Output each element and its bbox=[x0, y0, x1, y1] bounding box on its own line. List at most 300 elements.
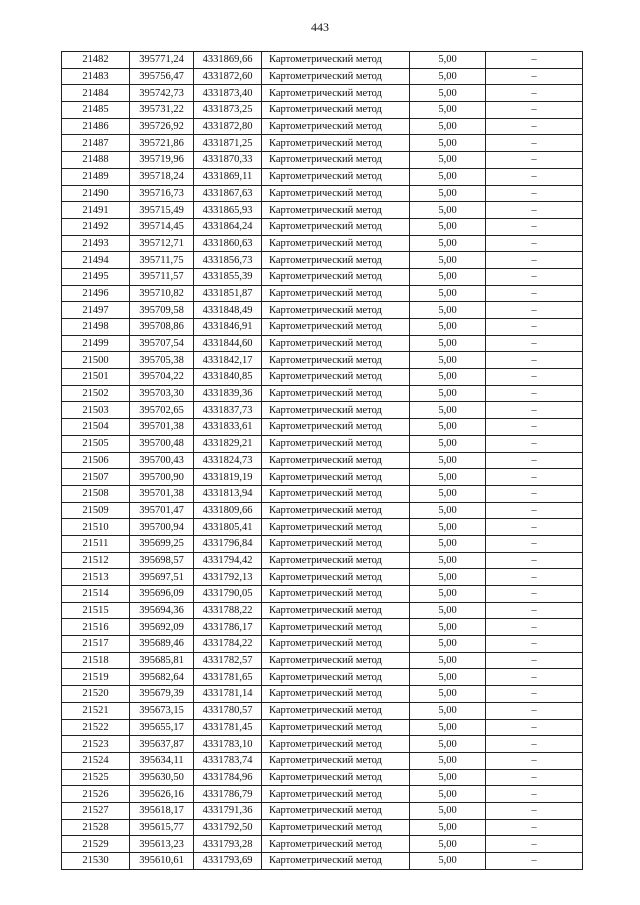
x-coordinate-cell: 395701,38 bbox=[130, 485, 194, 502]
accuracy-cell: 5,00 bbox=[410, 235, 486, 252]
point-number-cell: 21525 bbox=[62, 769, 130, 786]
method-cell: Картометрический метод bbox=[262, 452, 410, 469]
y-coordinate-cell: 4331872,80 bbox=[194, 118, 262, 135]
accuracy-cell: 5,00 bbox=[410, 319, 486, 336]
method-cell: Картометрический метод bbox=[262, 352, 410, 369]
note-cell: – bbox=[486, 402, 583, 419]
accuracy-cell: 5,00 bbox=[410, 335, 486, 352]
method-cell: Картометрический метод bbox=[262, 769, 410, 786]
accuracy-cell: 5,00 bbox=[410, 52, 486, 69]
note-cell: – bbox=[486, 118, 583, 135]
note-cell: – bbox=[486, 669, 583, 686]
x-coordinate-cell: 395637,87 bbox=[130, 736, 194, 753]
note-cell: – bbox=[486, 352, 583, 369]
point-number-cell: 21514 bbox=[62, 586, 130, 603]
table-row bbox=[62, 152, 583, 169]
accuracy-cell: 5,00 bbox=[410, 352, 486, 369]
method-cell: Картометрический метод bbox=[262, 702, 410, 719]
x-coordinate-cell: 395711,75 bbox=[130, 252, 194, 269]
note-cell: – bbox=[486, 819, 583, 836]
accuracy-cell: 5,00 bbox=[410, 569, 486, 586]
accuracy-cell: 5,00 bbox=[410, 853, 486, 870]
x-coordinate-cell: 395701,47 bbox=[130, 502, 194, 519]
accuracy-cell: 5,00 bbox=[410, 202, 486, 219]
x-coordinate-cell: 395694,36 bbox=[130, 602, 194, 619]
x-coordinate-cell: 395655,17 bbox=[130, 719, 194, 736]
x-coordinate-cell: 395613,23 bbox=[130, 836, 194, 853]
table-row bbox=[62, 619, 583, 636]
x-coordinate-cell: 395692,09 bbox=[130, 619, 194, 636]
method-cell: Картометрический метод bbox=[262, 569, 410, 586]
table-row bbox=[62, 302, 583, 319]
method-cell: Картометрический метод bbox=[262, 385, 410, 402]
y-coordinate-cell: 4331840,85 bbox=[194, 369, 262, 386]
method-cell: Картометрический метод bbox=[262, 535, 410, 552]
x-coordinate-cell: 395689,46 bbox=[130, 636, 194, 653]
y-coordinate-cell: 4331791,36 bbox=[194, 802, 262, 819]
table-row bbox=[62, 85, 583, 102]
method-cell: Картометрический метод bbox=[262, 319, 410, 336]
method-cell: Картометрический метод bbox=[262, 719, 410, 736]
method-cell: Картометрический метод bbox=[262, 485, 410, 502]
accuracy-cell: 5,00 bbox=[410, 285, 486, 302]
coordinates-table bbox=[61, 51, 583, 870]
point-number-cell: 21526 bbox=[62, 786, 130, 803]
accuracy-cell: 5,00 bbox=[410, 252, 486, 269]
note-cell: – bbox=[486, 369, 583, 386]
accuracy-cell: 5,00 bbox=[410, 819, 486, 836]
table-row bbox=[62, 736, 583, 753]
method-cell: Картометрический метод bbox=[262, 369, 410, 386]
y-coordinate-cell: 4331842,17 bbox=[194, 352, 262, 369]
note-cell: – bbox=[486, 519, 583, 536]
point-number-cell: 21483 bbox=[62, 68, 130, 85]
note-cell: – bbox=[486, 218, 583, 235]
accuracy-cell: 5,00 bbox=[410, 485, 486, 502]
table-row bbox=[62, 485, 583, 502]
accuracy-cell: 5,00 bbox=[410, 535, 486, 552]
y-coordinate-cell: 4331870,33 bbox=[194, 152, 262, 169]
accuracy-cell: 5,00 bbox=[410, 686, 486, 703]
table-row bbox=[62, 752, 583, 769]
note-cell: – bbox=[486, 85, 583, 102]
note-cell: – bbox=[486, 686, 583, 703]
y-coordinate-cell: 4331873,40 bbox=[194, 85, 262, 102]
method-cell: Картометрический метод bbox=[262, 402, 410, 419]
x-coordinate-cell: 395682,64 bbox=[130, 669, 194, 686]
point-number-cell: 21493 bbox=[62, 235, 130, 252]
x-coordinate-cell: 395718,24 bbox=[130, 168, 194, 185]
x-coordinate-cell: 395742,73 bbox=[130, 85, 194, 102]
note-cell: – bbox=[486, 302, 583, 319]
table-row bbox=[62, 168, 583, 185]
y-coordinate-cell: 4331871,25 bbox=[194, 135, 262, 152]
accuracy-cell: 5,00 bbox=[410, 752, 486, 769]
y-coordinate-cell: 4331846,91 bbox=[194, 319, 262, 336]
x-coordinate-cell: 395698,57 bbox=[130, 552, 194, 569]
method-cell: Картометрический метод bbox=[262, 419, 410, 436]
point-number-cell: 21519 bbox=[62, 669, 130, 686]
point-number-cell: 21498 bbox=[62, 319, 130, 336]
table-row bbox=[62, 52, 583, 69]
table-row bbox=[62, 502, 583, 519]
method-cell: Картометрический метод bbox=[262, 135, 410, 152]
note-cell: – bbox=[486, 502, 583, 519]
point-number-cell: 21510 bbox=[62, 519, 130, 536]
y-coordinate-cell: 4331781,65 bbox=[194, 669, 262, 686]
table-row bbox=[62, 435, 583, 452]
point-number-cell: 21494 bbox=[62, 252, 130, 269]
method-cell: Картометрический метод bbox=[262, 652, 410, 669]
accuracy-cell: 5,00 bbox=[410, 152, 486, 169]
y-coordinate-cell: 4331839,36 bbox=[194, 385, 262, 402]
note-cell: – bbox=[486, 535, 583, 552]
note-cell: – bbox=[486, 185, 583, 202]
y-coordinate-cell: 4331851,87 bbox=[194, 285, 262, 302]
note-cell: – bbox=[486, 786, 583, 803]
point-number-cell: 21527 bbox=[62, 802, 130, 819]
accuracy-cell: 5,00 bbox=[410, 786, 486, 803]
table-row bbox=[62, 352, 583, 369]
x-coordinate-cell: 395630,50 bbox=[130, 769, 194, 786]
method-cell: Картометрический метод bbox=[262, 519, 410, 536]
accuracy-cell: 5,00 bbox=[410, 802, 486, 819]
y-coordinate-cell: 4331829,21 bbox=[194, 435, 262, 452]
point-number-cell: 21521 bbox=[62, 702, 130, 719]
table-row bbox=[62, 319, 583, 336]
note-cell: – bbox=[486, 719, 583, 736]
point-number-cell: 21482 bbox=[62, 52, 130, 69]
x-coordinate-cell: 395716,73 bbox=[130, 185, 194, 202]
point-number-cell: 21522 bbox=[62, 719, 130, 736]
note-cell: – bbox=[486, 385, 583, 402]
note-cell: – bbox=[486, 102, 583, 119]
y-coordinate-cell: 4331864,24 bbox=[194, 218, 262, 235]
y-coordinate-cell: 4331809,66 bbox=[194, 502, 262, 519]
table-row bbox=[62, 602, 583, 619]
method-cell: Картометрический метод bbox=[262, 435, 410, 452]
x-coordinate-cell: 395707,54 bbox=[130, 335, 194, 352]
table-row bbox=[62, 636, 583, 653]
point-number-cell: 21503 bbox=[62, 402, 130, 419]
note-cell: – bbox=[486, 452, 583, 469]
method-cell: Картометрический метод bbox=[262, 469, 410, 486]
x-coordinate-cell: 395618,17 bbox=[130, 802, 194, 819]
table-row bbox=[62, 552, 583, 569]
point-number-cell: 21505 bbox=[62, 435, 130, 452]
accuracy-cell: 5,00 bbox=[410, 369, 486, 386]
table-row bbox=[62, 285, 583, 302]
y-coordinate-cell: 4331783,10 bbox=[194, 736, 262, 753]
note-cell: – bbox=[486, 268, 583, 285]
note-cell: – bbox=[486, 569, 583, 586]
x-coordinate-cell: 395697,51 bbox=[130, 569, 194, 586]
table-row bbox=[62, 419, 583, 436]
method-cell: Картометрический метод bbox=[262, 819, 410, 836]
point-number-cell: 21501 bbox=[62, 369, 130, 386]
accuracy-cell: 5,00 bbox=[410, 302, 486, 319]
accuracy-cell: 5,00 bbox=[410, 102, 486, 119]
point-number-cell: 21507 bbox=[62, 469, 130, 486]
accuracy-cell: 5,00 bbox=[410, 452, 486, 469]
accuracy-cell: 5,00 bbox=[410, 385, 486, 402]
table-row bbox=[62, 402, 583, 419]
x-coordinate-cell: 395705,38 bbox=[130, 352, 194, 369]
x-coordinate-cell: 395704,22 bbox=[130, 369, 194, 386]
point-number-cell: 21506 bbox=[62, 452, 130, 469]
x-coordinate-cell: 395701,38 bbox=[130, 419, 194, 436]
y-coordinate-cell: 4331855,39 bbox=[194, 268, 262, 285]
accuracy-cell: 5,00 bbox=[410, 419, 486, 436]
table-row bbox=[62, 586, 583, 603]
method-cell: Картометрический метод bbox=[262, 786, 410, 803]
accuracy-cell: 5,00 bbox=[410, 602, 486, 619]
y-coordinate-cell: 4331813,94 bbox=[194, 485, 262, 502]
note-cell: – bbox=[486, 469, 583, 486]
y-coordinate-cell: 4331792,50 bbox=[194, 819, 262, 836]
table-row bbox=[62, 535, 583, 552]
method-cell: Картометрический метод bbox=[262, 185, 410, 202]
y-coordinate-cell: 4331781,14 bbox=[194, 686, 262, 703]
note-cell: – bbox=[486, 168, 583, 185]
method-cell: Картометрический метод bbox=[262, 235, 410, 252]
table-row bbox=[62, 68, 583, 85]
note-cell: – bbox=[486, 335, 583, 352]
method-cell: Картометрический метод bbox=[262, 302, 410, 319]
method-cell: Картометрический метод bbox=[262, 502, 410, 519]
method-cell: Картометрический метод bbox=[262, 285, 410, 302]
x-coordinate-cell: 395696,09 bbox=[130, 586, 194, 603]
y-coordinate-cell: 4331837,73 bbox=[194, 402, 262, 419]
y-coordinate-cell: 4331781,45 bbox=[194, 719, 262, 736]
table-row bbox=[62, 469, 583, 486]
x-coordinate-cell: 395679,39 bbox=[130, 686, 194, 703]
table-row bbox=[62, 369, 583, 386]
y-coordinate-cell: 4331824,73 bbox=[194, 452, 262, 469]
point-number-cell: 21484 bbox=[62, 85, 130, 102]
x-coordinate-cell: 395714,45 bbox=[130, 218, 194, 235]
note-cell: – bbox=[486, 586, 583, 603]
note-cell: – bbox=[486, 702, 583, 719]
method-cell: Картометрический метод bbox=[262, 52, 410, 69]
point-number-cell: 21523 bbox=[62, 736, 130, 753]
y-coordinate-cell: 4331872,60 bbox=[194, 68, 262, 85]
method-cell: Картометрический метод bbox=[262, 218, 410, 235]
table-row bbox=[62, 335, 583, 352]
point-number-cell: 21513 bbox=[62, 569, 130, 586]
x-coordinate-cell: 395700,43 bbox=[130, 452, 194, 469]
point-number-cell: 21516 bbox=[62, 619, 130, 636]
method-cell: Картометрический метод bbox=[262, 85, 410, 102]
y-coordinate-cell: 4331873,25 bbox=[194, 102, 262, 119]
method-cell: Картометрический метод bbox=[262, 268, 410, 285]
table-row bbox=[62, 802, 583, 819]
accuracy-cell: 5,00 bbox=[410, 85, 486, 102]
point-number-cell: 21499 bbox=[62, 335, 130, 352]
point-number-cell: 21509 bbox=[62, 502, 130, 519]
y-coordinate-cell: 4331780,57 bbox=[194, 702, 262, 719]
point-number-cell: 21524 bbox=[62, 752, 130, 769]
y-coordinate-cell: 4331788,22 bbox=[194, 602, 262, 619]
note-cell: – bbox=[486, 52, 583, 69]
table-row bbox=[62, 135, 583, 152]
x-coordinate-cell: 395673,15 bbox=[130, 702, 194, 719]
note-cell: – bbox=[486, 435, 583, 452]
method-cell: Картометрический метод bbox=[262, 68, 410, 85]
table-row bbox=[62, 769, 583, 786]
y-coordinate-cell: 4331793,69 bbox=[194, 853, 262, 870]
point-number-cell: 21529 bbox=[62, 836, 130, 853]
table-row bbox=[62, 719, 583, 736]
note-cell: – bbox=[486, 252, 583, 269]
method-cell: Картометрический метод bbox=[262, 636, 410, 653]
method-cell: Картометрический метод bbox=[262, 669, 410, 686]
accuracy-cell: 5,00 bbox=[410, 168, 486, 185]
y-coordinate-cell: 4331860,63 bbox=[194, 235, 262, 252]
note-cell: – bbox=[486, 836, 583, 853]
y-coordinate-cell: 4331784,96 bbox=[194, 769, 262, 786]
method-cell: Картометрический метод bbox=[262, 168, 410, 185]
x-coordinate-cell: 395731,22 bbox=[130, 102, 194, 119]
note-cell: – bbox=[486, 769, 583, 786]
y-coordinate-cell: 4331819,19 bbox=[194, 469, 262, 486]
y-coordinate-cell: 4331844,60 bbox=[194, 335, 262, 352]
accuracy-cell: 5,00 bbox=[410, 435, 486, 452]
x-coordinate-cell: 395756,47 bbox=[130, 68, 194, 85]
point-number-cell: 21488 bbox=[62, 152, 130, 169]
y-coordinate-cell: 4331867,63 bbox=[194, 185, 262, 202]
x-coordinate-cell: 395719,96 bbox=[130, 152, 194, 169]
point-number-cell: 21511 bbox=[62, 535, 130, 552]
table-row bbox=[62, 235, 583, 252]
x-coordinate-cell: 395685,81 bbox=[130, 652, 194, 669]
table-row bbox=[62, 452, 583, 469]
accuracy-cell: 5,00 bbox=[410, 469, 486, 486]
x-coordinate-cell: 395702,65 bbox=[130, 402, 194, 419]
method-cell: Картометрический метод bbox=[262, 736, 410, 753]
accuracy-cell: 5,00 bbox=[410, 669, 486, 686]
y-coordinate-cell: 4331869,11 bbox=[194, 168, 262, 185]
method-cell: Картометрический метод bbox=[262, 118, 410, 135]
accuracy-cell: 5,00 bbox=[410, 552, 486, 569]
table-row bbox=[62, 652, 583, 669]
point-number-cell: 21490 bbox=[62, 185, 130, 202]
point-number-cell: 21508 bbox=[62, 485, 130, 502]
note-cell: – bbox=[486, 285, 583, 302]
point-number-cell: 21492 bbox=[62, 218, 130, 235]
accuracy-cell: 5,00 bbox=[410, 68, 486, 85]
table-row bbox=[62, 836, 583, 853]
method-cell: Картометрический метод bbox=[262, 252, 410, 269]
x-coordinate-cell: 395610,61 bbox=[130, 853, 194, 870]
accuracy-cell: 5,00 bbox=[410, 619, 486, 636]
accuracy-cell: 5,00 bbox=[410, 702, 486, 719]
x-coordinate-cell: 395634,11 bbox=[130, 752, 194, 769]
table-row bbox=[62, 519, 583, 536]
note-cell: – bbox=[486, 68, 583, 85]
accuracy-cell: 5,00 bbox=[410, 218, 486, 235]
point-number-cell: 21495 bbox=[62, 268, 130, 285]
table-row bbox=[62, 686, 583, 703]
method-cell: Картометрический метод bbox=[262, 335, 410, 352]
y-coordinate-cell: 4331782,57 bbox=[194, 652, 262, 669]
point-number-cell: 21512 bbox=[62, 552, 130, 569]
table-body bbox=[62, 52, 583, 870]
point-number-cell: 21487 bbox=[62, 135, 130, 152]
method-cell: Картометрический метод bbox=[262, 686, 410, 703]
y-coordinate-cell: 4331786,79 bbox=[194, 786, 262, 803]
accuracy-cell: 5,00 bbox=[410, 769, 486, 786]
method-cell: Картометрический метод bbox=[262, 152, 410, 169]
note-cell: – bbox=[486, 652, 583, 669]
point-number-cell: 21528 bbox=[62, 819, 130, 836]
table-row bbox=[62, 118, 583, 135]
point-number-cell: 21504 bbox=[62, 419, 130, 436]
method-cell: Картометрический метод bbox=[262, 102, 410, 119]
method-cell: Картометрический метод bbox=[262, 619, 410, 636]
note-cell: – bbox=[486, 485, 583, 502]
y-coordinate-cell: 4331792,13 bbox=[194, 569, 262, 586]
x-coordinate-cell: 395699,25 bbox=[130, 535, 194, 552]
table-row bbox=[62, 268, 583, 285]
accuracy-cell: 5,00 bbox=[410, 586, 486, 603]
y-coordinate-cell: 4331790,05 bbox=[194, 586, 262, 603]
accuracy-cell: 5,00 bbox=[410, 118, 486, 135]
note-cell: – bbox=[486, 752, 583, 769]
y-coordinate-cell: 4331848,49 bbox=[194, 302, 262, 319]
x-coordinate-cell: 395712,71 bbox=[130, 235, 194, 252]
x-coordinate-cell: 395700,48 bbox=[130, 435, 194, 452]
note-cell: – bbox=[486, 853, 583, 870]
x-coordinate-cell: 395700,94 bbox=[130, 519, 194, 536]
method-cell: Картометрический метод bbox=[262, 552, 410, 569]
point-number-cell: 21530 bbox=[62, 853, 130, 870]
y-coordinate-cell: 4331796,84 bbox=[194, 535, 262, 552]
point-number-cell: 21485 bbox=[62, 102, 130, 119]
x-coordinate-cell: 395700,90 bbox=[130, 469, 194, 486]
y-coordinate-cell: 4331784,22 bbox=[194, 636, 262, 653]
table-row bbox=[62, 218, 583, 235]
y-coordinate-cell: 4331865,93 bbox=[194, 202, 262, 219]
y-coordinate-cell: 4331869,66 bbox=[194, 52, 262, 69]
accuracy-cell: 5,00 bbox=[410, 719, 486, 736]
point-number-cell: 21517 bbox=[62, 636, 130, 653]
note-cell: – bbox=[486, 419, 583, 436]
point-number-cell: 21491 bbox=[62, 202, 130, 219]
note-cell: – bbox=[486, 552, 583, 569]
point-number-cell: 21489 bbox=[62, 168, 130, 185]
table-row bbox=[62, 102, 583, 119]
table-row bbox=[62, 819, 583, 836]
accuracy-cell: 5,00 bbox=[410, 402, 486, 419]
y-coordinate-cell: 4331786,17 bbox=[194, 619, 262, 636]
table-row bbox=[62, 853, 583, 870]
y-coordinate-cell: 4331783,74 bbox=[194, 752, 262, 769]
x-coordinate-cell: 395710,82 bbox=[130, 285, 194, 302]
note-cell: – bbox=[486, 736, 583, 753]
y-coordinate-cell: 4331856,73 bbox=[194, 252, 262, 269]
table-row bbox=[62, 202, 583, 219]
point-number-cell: 21496 bbox=[62, 285, 130, 302]
x-coordinate-cell: 395626,16 bbox=[130, 786, 194, 803]
note-cell: – bbox=[486, 636, 583, 653]
point-number-cell: 21520 bbox=[62, 686, 130, 703]
method-cell: Картометрический метод bbox=[262, 602, 410, 619]
accuracy-cell: 5,00 bbox=[410, 836, 486, 853]
method-cell: Картометрический метод bbox=[262, 752, 410, 769]
x-coordinate-cell: 395711,57 bbox=[130, 268, 194, 285]
note-cell: – bbox=[486, 802, 583, 819]
